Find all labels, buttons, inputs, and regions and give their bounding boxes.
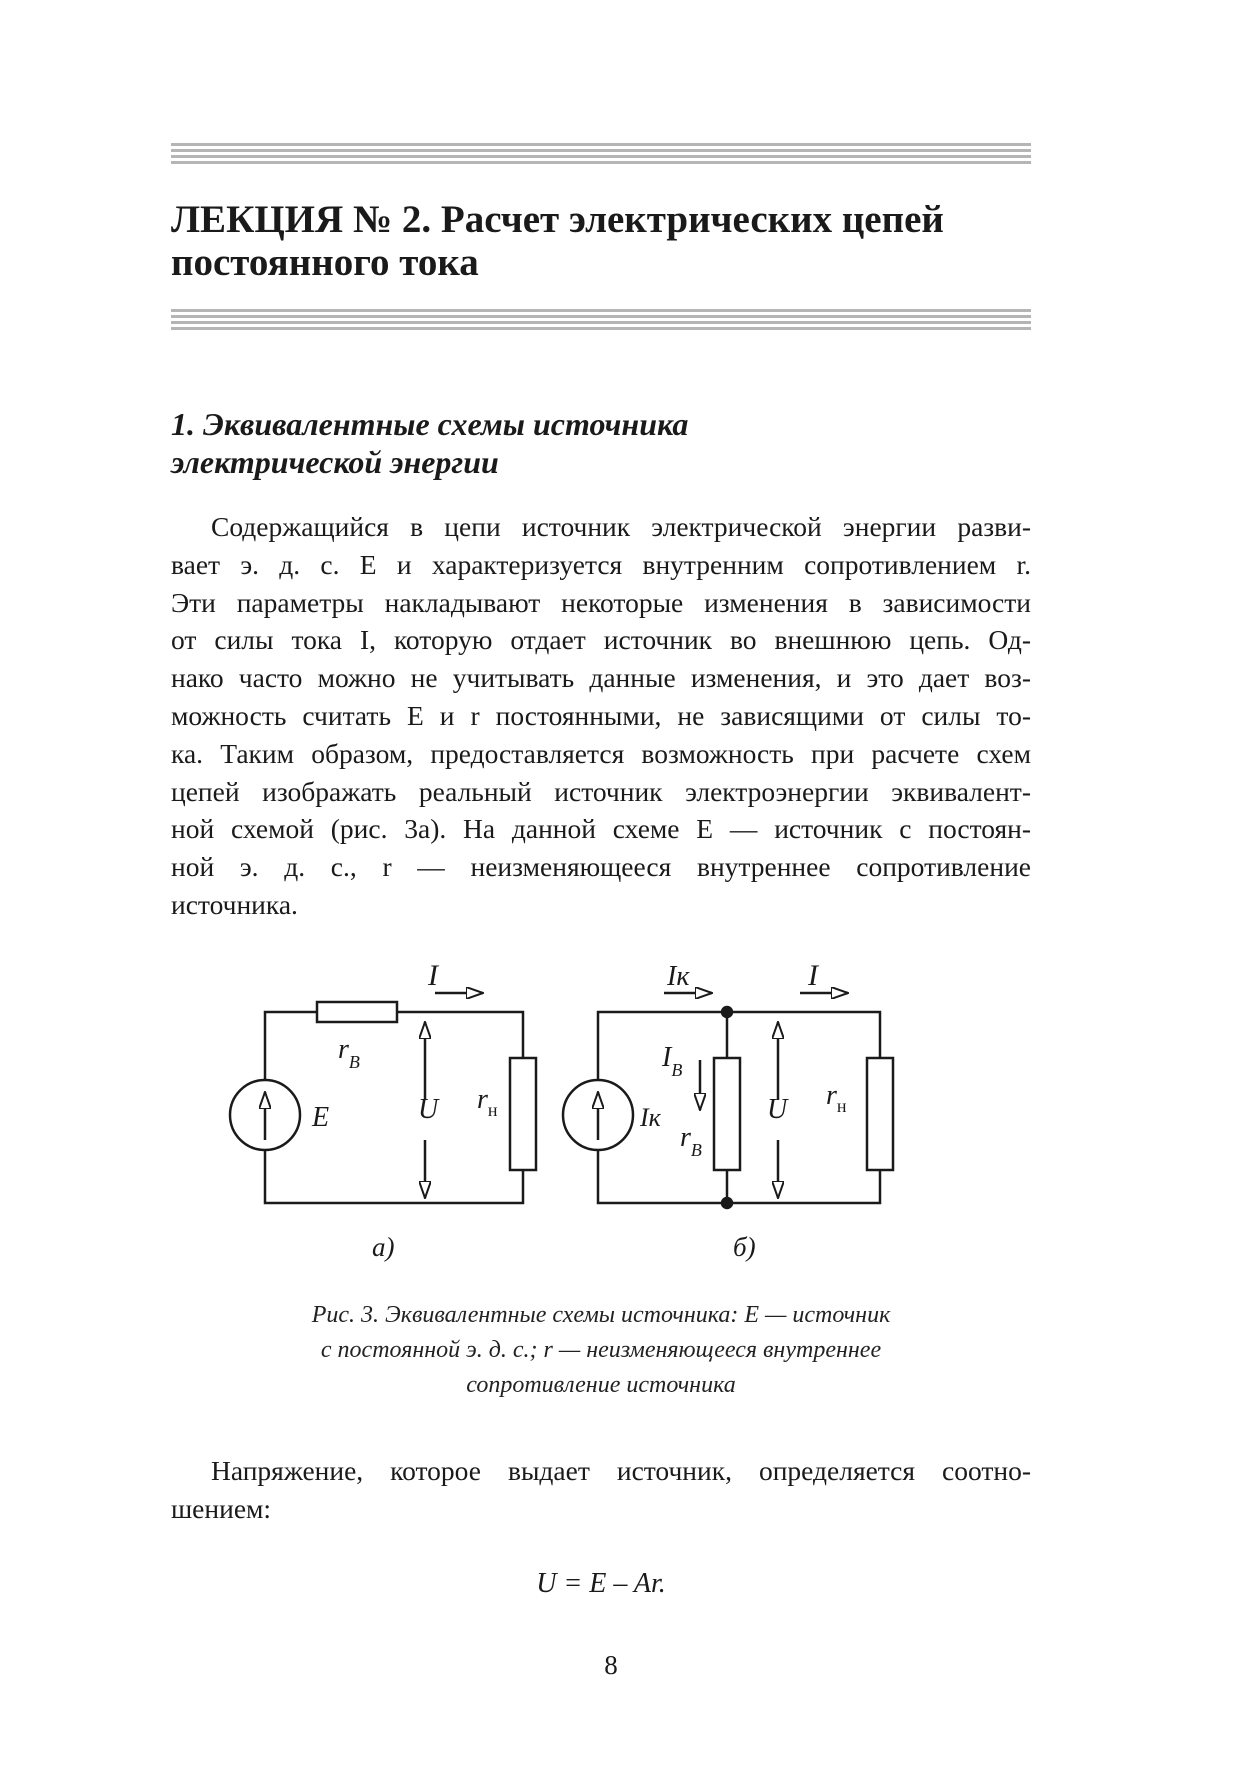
wire xyxy=(598,1150,880,1203)
bottom-divider xyxy=(171,309,1031,333)
label-IB-main: I xyxy=(662,1042,672,1073)
paragraph-line: Напряжение, которое выдает источник, определяется соотно- xyxy=(211,1455,1031,1486)
paragraph-line: ной э. д. с., r — неизменяющееся внутреннее сопротивление xyxy=(171,851,1031,883)
label-rn xyxy=(826,1080,847,1116)
lecture-title-line: постоянного тока xyxy=(171,241,479,284)
label-Ik-source: Iк xyxy=(640,1103,661,1132)
label-rB-sub: B xyxy=(690,1140,702,1160)
label-U: U xyxy=(767,1094,788,1125)
top-divider xyxy=(171,143,1031,167)
wire xyxy=(265,1150,523,1203)
caption-line: Рис. 3. Эквивалентные схемы источника: E — источник xyxy=(311,1302,891,1328)
label-rn-main: r xyxy=(477,1084,488,1115)
label-rB-main: r xyxy=(338,1034,349,1065)
circuit-a xyxy=(230,993,536,1203)
lecture-title-line: ЛЕКЦИЯ № 2. Расчет электрических цепей xyxy=(171,198,944,241)
label-rB-sub: B xyxy=(348,1052,360,1072)
paragraph-line: ка. Таким образом, предоставляется возможность при расчете схем xyxy=(171,737,1031,769)
voltage-formula: U = E – Ar. xyxy=(536,1568,666,1599)
label-b: б) xyxy=(733,1232,756,1262)
label-rB xyxy=(338,1034,360,1072)
circuit-b-labels xyxy=(639,959,847,1262)
paragraph-line: вает э. д. с. E и характеризуется внутренним сопротивлением r. xyxy=(171,548,1031,580)
section-title-line: электрической энергии xyxy=(171,444,499,480)
label-rn-main: r xyxy=(826,1080,837,1111)
caption-line: с постоянной э. д. с.; r — неизменяющееся внутреннее xyxy=(320,1337,882,1363)
paragraph-line: можность считать E и r постоянными, не зависящими от силы то- xyxy=(171,699,1031,731)
figure-caption xyxy=(171,1298,1031,1403)
body-paragraph xyxy=(171,508,1031,924)
label-a: а) xyxy=(372,1232,395,1262)
paragraph-line: Эти параметры накладывают некоторые изменения в зависимости xyxy=(171,586,1031,618)
paragraph-line: нако часто можно не учитывать данные изменения, и это дает воз- xyxy=(171,662,1031,694)
resistor-rB xyxy=(714,1058,740,1170)
junction-node xyxy=(722,1007,732,1017)
paragraph-line: от силы тока I, которую отдает источник во внешнюю цепь. Од- xyxy=(171,624,1031,656)
wire xyxy=(397,1012,523,1058)
label-E: E xyxy=(312,1102,330,1133)
label-rn-sub: н xyxy=(487,1100,498,1120)
label-IB-sub: B xyxy=(671,1060,683,1080)
label-rB xyxy=(680,1122,702,1160)
circuit-b xyxy=(563,993,893,1208)
label-rB-main: r xyxy=(680,1122,691,1153)
resistor-rn xyxy=(867,1058,893,1170)
page-number: 8 xyxy=(604,1650,618,1680)
paragraph-line: шением: xyxy=(171,1492,272,1524)
label-I: I xyxy=(428,959,438,992)
paragraph-line: ной схемой (рис. 3а). На данной схеме E — источник с постоян- xyxy=(171,813,1031,845)
wire xyxy=(265,1012,317,1080)
paragraph-line: Содержащийся в цепи источник электрической энергии разви- xyxy=(211,511,1031,542)
label-Ik-top: Iк xyxy=(667,961,690,992)
lecture-title xyxy=(171,198,1071,284)
resistor-rn xyxy=(510,1058,536,1170)
label-rn xyxy=(477,1084,498,1120)
current-source xyxy=(563,1080,633,1150)
caption-line: сопротивление источника xyxy=(466,1372,736,1398)
section-title xyxy=(171,405,1071,481)
label-I: I xyxy=(808,959,818,992)
paragraph-line: источника. xyxy=(171,888,298,920)
label-rn-sub: н xyxy=(836,1096,847,1116)
voltage-paragraph xyxy=(171,1452,1031,1528)
section-title-line: 1. Эквивалентные схемы источника xyxy=(171,406,689,442)
label-U: U xyxy=(418,1094,439,1125)
label-IB xyxy=(661,1042,682,1080)
emf-source xyxy=(230,1080,300,1150)
wire xyxy=(598,1012,880,1080)
circuit-a-labels xyxy=(311,959,498,1262)
junction-node xyxy=(722,1198,732,1208)
resistor-rB xyxy=(317,1002,397,1022)
paragraph-line: цепей изображать реальный источник электроэнергии эквивалент- xyxy=(171,775,1031,807)
